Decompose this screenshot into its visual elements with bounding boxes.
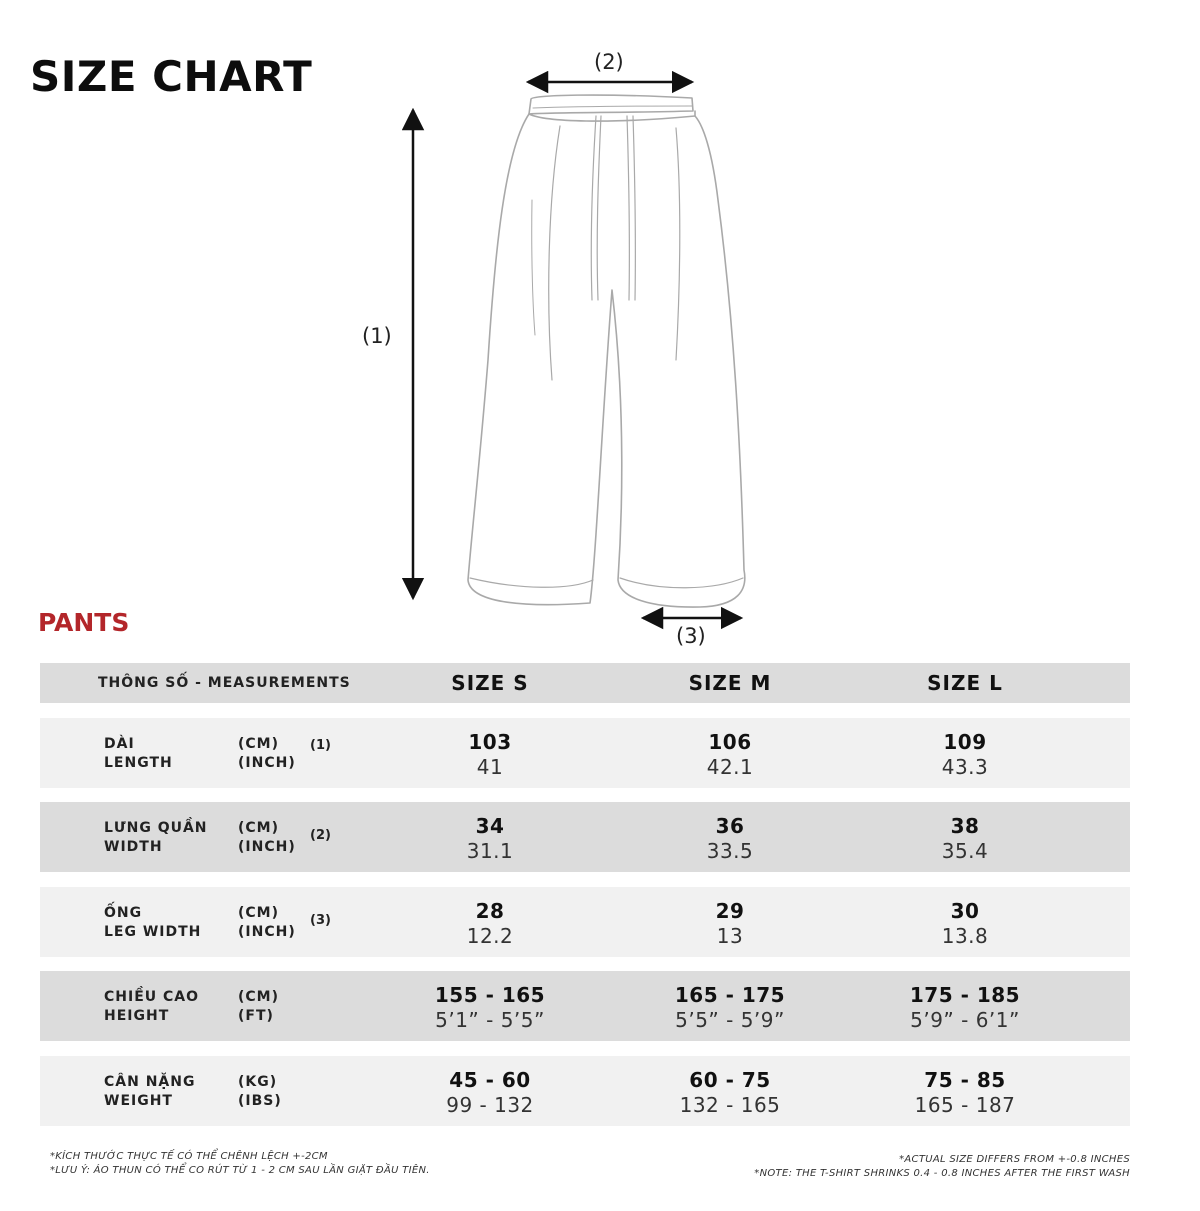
length-label: (1)	[362, 324, 392, 348]
value-size-s: 155 - 165 5’1” - 5’5”	[434, 983, 546, 1032]
value-size-s: 34 31.1	[466, 814, 514, 863]
measurements-header: THÔNG SỐ - MEASUREMENTS	[98, 675, 351, 691]
value-size-s: 28 12.2	[466, 899, 514, 948]
row-ref: (1)	[310, 738, 331, 753]
row-ref: (2)	[310, 828, 331, 843]
footnote-english: *ACTUAL SIZE DIFFERS FROM +-0.8 INCHES *NOTE: THE T-SHIRT SHRINKS 0.4 - 0.8 INCHES AFTER THE FIRST WASH	[754, 1154, 1130, 1179]
row-ref: (3)	[310, 913, 331, 928]
value-size-s: 45 - 60 99 - 132	[446, 1068, 534, 1117]
value-size-m: 60 - 75 132 - 165	[679, 1068, 781, 1117]
row-units: (CM) (INCH)	[238, 736, 296, 771]
table-row-waist	[40, 802, 1130, 872]
value-size-l: 30 13.8	[941, 899, 989, 948]
row-label: LƯNG QUẦN WIDTH	[104, 820, 208, 855]
row-label: CHIỀU CAO HEIGHT	[104, 989, 200, 1024]
table-row-leg-width	[40, 887, 1130, 957]
row-units: (KG) (IBS)	[238, 1074, 282, 1109]
footnote-vietnamese: *KÍCH THƯỚC THỰC TẾ CÓ THỂ CHÊNH LỆCH +-2CM *LƯU Ý: ÁO THUN CÓ THỂ CO RÚT TỪ 1 - 2 CM SAU LẦN GIẶT ĐẦU TIÊN.	[50, 1151, 430, 1176]
value-size-s: 103 41	[468, 730, 512, 779]
table-row-length	[40, 718, 1130, 788]
size-s-header: SIZE S	[451, 671, 529, 695]
leg-label: (3)	[676, 624, 706, 648]
row-units: (CM) (FT)	[238, 989, 280, 1024]
row-label: DÀI LENGTH	[104, 736, 173, 771]
row-label: CÂN NẶNG WEIGHT	[104, 1074, 196, 1109]
size-m-header: SIZE M	[688, 671, 772, 695]
value-size-m: 29 13	[715, 899, 745, 948]
value-size-l: 75 - 85 165 - 187	[914, 1068, 1016, 1117]
value-size-l: 175 - 185 5’9” - 6’1”	[909, 983, 1021, 1032]
table-row-weight	[40, 1056, 1130, 1126]
row-label: ỐNG LEG WIDTH	[104, 905, 202, 940]
row-units: (CM) (INCH)	[238, 820, 296, 855]
table-row-height	[40, 971, 1130, 1041]
page-title: SIZE CHART	[30, 52, 313, 101]
value-size-m: 36 33.5	[706, 814, 754, 863]
table-header	[40, 663, 1130, 703]
size-l-header: SIZE L	[927, 671, 1003, 695]
value-size-l: 109 43.3	[941, 730, 989, 779]
row-units: (CM) (INCH)	[238, 905, 296, 940]
section-title: PANTS	[38, 608, 130, 637]
value-size-m: 106 42.1	[706, 730, 754, 779]
value-size-l: 38 35.4	[941, 814, 989, 863]
pants-outline	[468, 95, 745, 607]
waist-label: (2)	[594, 50, 624, 74]
value-size-m: 165 - 175 5’5” - 5’9”	[674, 983, 786, 1032]
